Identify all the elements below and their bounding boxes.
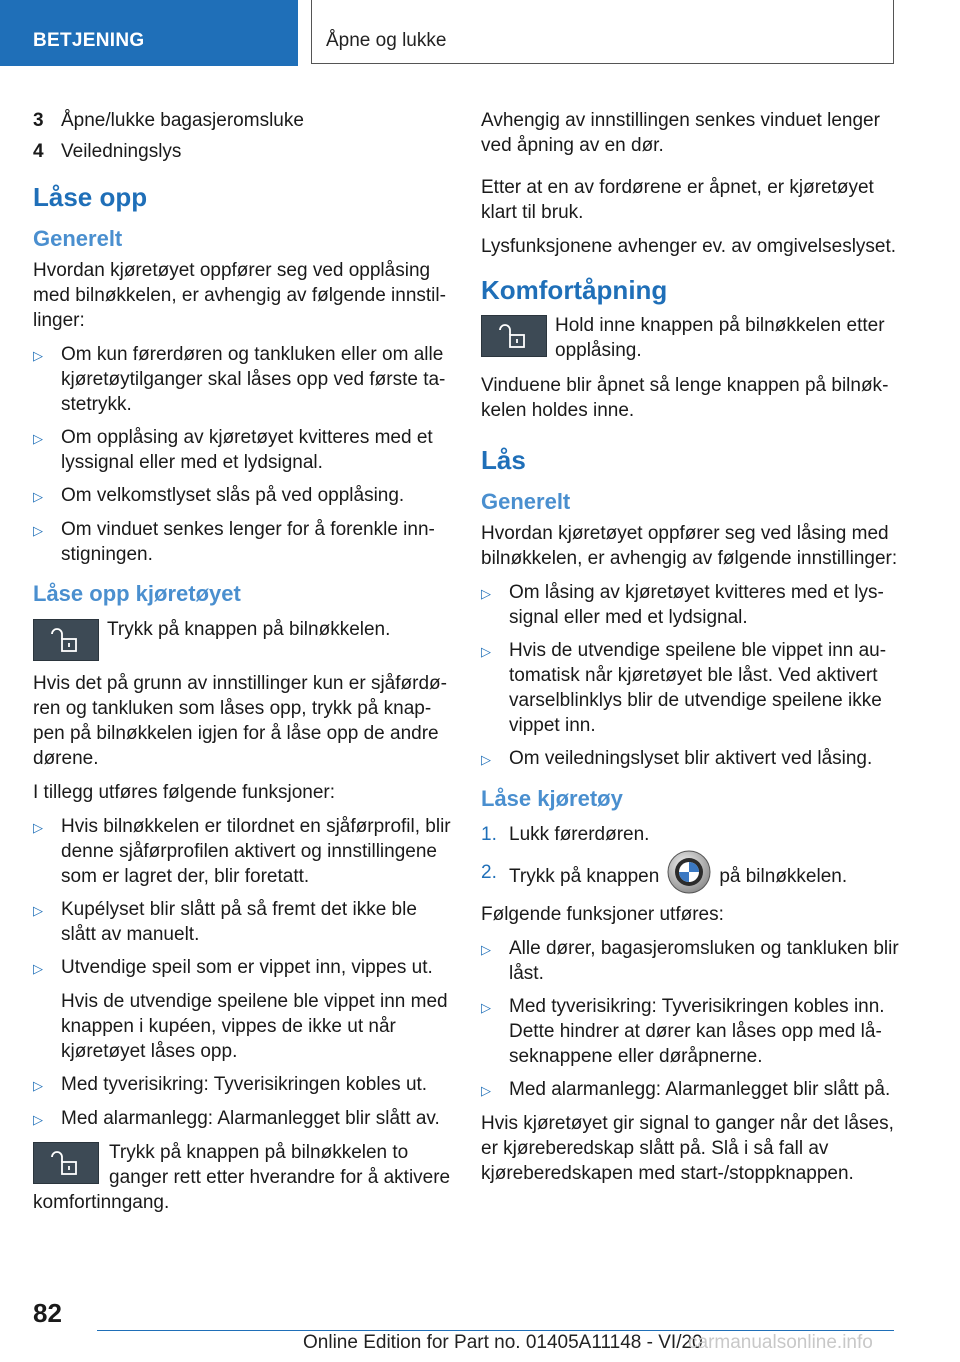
step-item: [481, 860, 899, 894]
section-tab: [0, 0, 298, 66]
icon-instruction-text: Trykk på knappen på bilnøkkelen to ganger rett etter hverandre for å aktivere komfortinngang.: [33, 1142, 451, 1213]
list-item: ▷ Om opplåsing av kjøretøyet kvitteres med et lyssignal eller med et lydsignal.: [33, 427, 433, 473]
heading-general: Generelt: [33, 226, 123, 251]
step-number: 1.: [481, 824, 497, 845]
step-item: [481, 822, 899, 847]
unlock-key-icon: [33, 619, 99, 661]
triangle-bullet-icon: ▷: [33, 1112, 43, 1127]
list-item: ▷ Hvis de utvendige speilene ble vippet inn automatisk når kjøretøyet ble låst. Ved aktivert varselblinklys blir de utvendige speilene ikke vippet inn.: [481, 640, 887, 736]
list-item: ▷ Hvis bilnøkkelen er tilordnet en sjåførprofil, blir denne sjåførprofilen aktivert og innstillingene som er lagret der, blir foretatt.: [33, 816, 451, 887]
list-item: ▷ Med tyverisikring: Tyverisikringen kobles ut.: [33, 1072, 451, 1098]
triangle-bullet-icon: ▷: [481, 942, 491, 957]
page-header: [0, 0, 960, 66]
page-number: 82: [33, 1298, 62, 1328]
item-text: Veiledningslys: [61, 141, 182, 162]
paragraph: Hvis det på grunn av innstillinger kun er sjåførdøren og tankluken som låses opp, trykk på knappen på bilnøkkelen igjen for å låse opp de andre dørene.: [33, 673, 447, 769]
item-text: Åpne/lukke bagasjeromsluke: [61, 110, 304, 131]
paragraph: Etter at en av fordørene er åpnet, er kjøretøyet klart til bruk.: [481, 177, 874, 223]
icon-instruction-text: Trykk på knappen på bilnøkkelen.: [107, 619, 391, 640]
watermark-text: carmanualsonline.info: [688, 1332, 873, 1353]
heading-lock: Lås: [481, 445, 526, 475]
triangle-bullet-icon: ▷: [33, 348, 43, 363]
heading-comfort-opening: Komfortåpning: [481, 275, 668, 305]
unlock-key-icon: [481, 315, 547, 357]
list-item: ▷ Om låsing av kjøretøyet kvitteres med et lyssignal eller med et lydsignal.: [481, 582, 884, 628]
list-item: ▷ Utvendige speil som er vippet inn, vippes ut.: [33, 955, 451, 981]
right-column: [481, 108, 899, 1195]
triangle-bullet-icon: ▷: [33, 820, 43, 835]
triangle-bullet-icon: ▷: [33, 1078, 43, 1093]
step-number: 2.: [481, 862, 497, 883]
comfort-opening-instruction: [481, 313, 899, 363]
triangle-bullet-icon: ▷: [481, 752, 491, 767]
icon-instruction-text: Hold inne knappen på bilnøkkelen etter opplåsing.: [555, 315, 885, 361]
left-column: [33, 108, 451, 1225]
heading-lock-vehicle: Låse kjøretøy: [481, 786, 623, 811]
heading-unlock: Låse opp: [33, 182, 148, 212]
paragraph: Følgende funksjoner utføres:: [481, 904, 724, 925]
paragraph: Lysfunksjonene avhenger ev. av omgivelseslyset.: [481, 236, 897, 257]
triangle-bullet-icon: ▷: [33, 523, 43, 538]
triangle-bullet-icon: ▷: [481, 644, 491, 659]
triangle-bullet-icon: ▷: [481, 586, 491, 601]
lock-settings-list: [481, 580, 899, 772]
triangle-bullet-icon: ▷: [33, 489, 43, 504]
paragraph: Avhengig av innstillingen senkes vinduet lenger ved åpning av en dør.: [481, 110, 880, 156]
heading-unlock-vehicle: Låse opp kjøretøyet: [33, 581, 241, 606]
triangle-bullet-icon: ▷: [33, 903, 43, 918]
lock-functions-list: [481, 936, 899, 1103]
step-text: Trykk på knappen på bilnøkkelen.: [509, 860, 847, 894]
list-item: ▷ Kupélyset blir slått på så fremt det ikke ble slått av manuelt.: [33, 899, 417, 945]
list-item: ▷ Med alarmanlegg: Alarmanlegget blir slått av.: [33, 1106, 451, 1132]
list-item: ▷ Alle dører, bagasjeromsluken og tankluken blir låst.: [481, 938, 899, 984]
functions-list-2: [33, 1072, 451, 1132]
list-item: ▷ Om vinduet senkes lenger for å forenkle innstigningen.: [33, 519, 435, 565]
comfort-entry-instruction: [33, 1140, 451, 1215]
sub-paragraph: Hvis de utvendige speilene ble vippet inn med knappen i kupéen, vippes de ikke ut når kjøretøyet låses opp.: [61, 991, 448, 1062]
list-item: ▷ Med alarmanlegg: Alarmanlegget blir slått på.: [481, 1077, 899, 1103]
bmw-logo-button-icon: [667, 850, 711, 894]
edition-text: Online Edition for Part no. 01405A11148 - VI/20: [303, 1332, 703, 1353]
heading-general: Generelt: [481, 489, 571, 514]
triangle-bullet-icon: ▷: [481, 1000, 491, 1015]
list-item: [33, 108, 451, 133]
intro-paragraph: Hvordan kjøretøyet oppfører seg ved opplåsing med bilnøkkelen, er avhengig av følgende innstillinger:: [33, 260, 446, 331]
list-item: ▷ Om veiledningslyset blir aktivert ved låsing.: [481, 746, 899, 772]
unlock-instruction: [33, 617, 451, 661]
chapter-title: Åpne og lukke: [326, 30, 447, 51]
list-item: ▷ Om velkomstlyset slås på ved opplåsing.: [33, 483, 451, 509]
chapter-title-box: [311, 0, 894, 64]
step-text: Lukk førerdøren.: [509, 824, 650, 845]
list-item: ▷ Om kun førerdøren og tankluken eller om alle kjøretøytilganger skal låses opp ved første tastetrykk.: [33, 344, 446, 415]
triangle-bullet-icon: ▷: [481, 1083, 491, 1098]
unlock-key-icon: [33, 1142, 99, 1184]
triangle-bullet-icon: ▷: [33, 431, 43, 446]
item-number: 4: [33, 141, 44, 162]
item-number: 3: [33, 110, 44, 131]
paragraph: Vinduene blir åpnet så lenge knappen på bilnøkkelen holdes inne.: [481, 375, 889, 421]
section-label: BETJENING: [33, 30, 145, 51]
list-item: ▷ Med tyverisikring: Tyverisikringen kobles inn. Dette hindrer at dører kan låses opp med låseknappene eller døråpnerne.: [481, 996, 885, 1067]
intro-paragraph: Hvordan kjøretøyet oppfører seg ved låsing med bilnøkkelen, er avhengig av følgende innstillinger:: [481, 523, 898, 569]
settings-list: [33, 342, 451, 567]
paragraph: Hvis kjøretøyet gir signal to ganger når det låses, er kjøreberedskap slått på. Slå i så fall av kjøreberedskapen med start-/stoppknappen.: [481, 1113, 894, 1184]
functions-list: [33, 814, 451, 981]
list-item: [33, 139, 451, 164]
triangle-bullet-icon: ▷: [33, 961, 43, 976]
paragraph: I tillegg utføres følgende funksjoner:: [33, 782, 336, 803]
